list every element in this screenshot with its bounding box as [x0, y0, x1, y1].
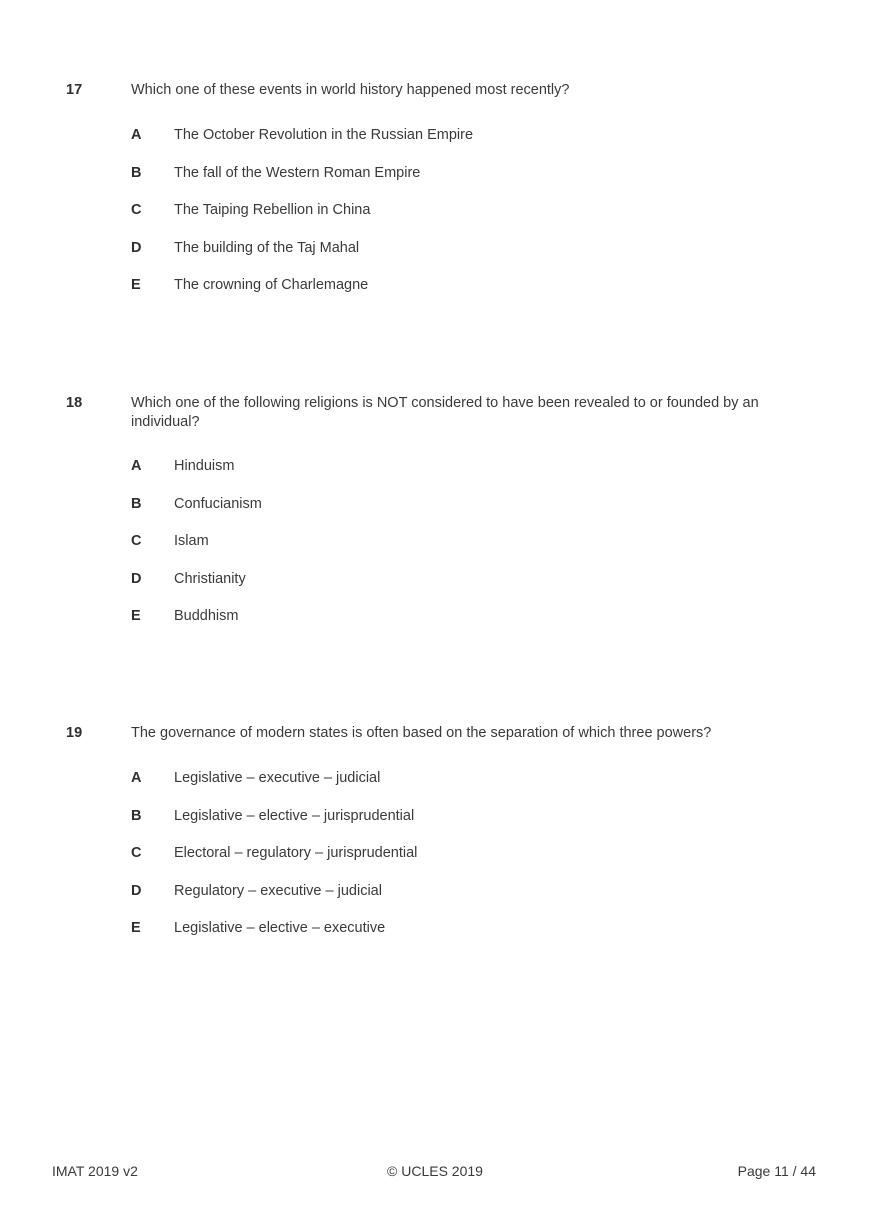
answer-option[interactable] — [0, 607, 870, 626]
footer-page-number: Page 11 / 44 — [737, 1163, 816, 1179]
answer-option[interactable] — [0, 239, 870, 258]
answer-option[interactable] — [0, 844, 870, 863]
answer-option[interactable] — [0, 532, 870, 551]
answer-option-text: Christianity — [174, 571, 246, 587]
answer-option-letter: A — [131, 127, 142, 143]
answer-option-text: The building of the Taj Mahal — [174, 240, 360, 256]
answer-option-letter: C — [131, 202, 142, 218]
answer-option[interactable] — [0, 882, 870, 901]
answer-option-text: Buddhism — [174, 608, 239, 624]
answer-option-text: Electoral – regulatory – jurisprudential — [174, 845, 418, 861]
answer-option-letter: A — [131, 458, 142, 474]
answer-option-text: Legislative – elective – executive — [174, 920, 386, 936]
answer-option[interactable] — [0, 201, 870, 220]
answer-option[interactable] — [0, 769, 870, 788]
answer-option-text: Confucianism — [174, 496, 262, 512]
answer-option-text: The crowning of Charlemagne — [174, 277, 369, 293]
page-footer — [0, 1161, 870, 1181]
answer-option[interactable] — [0, 457, 870, 476]
question-stem-row — [0, 81, 870, 101]
answer-option-letter: C — [131, 533, 142, 549]
answer-option[interactable] — [0, 919, 870, 938]
question-block — [0, 81, 870, 293]
answer-option-letter: B — [131, 808, 142, 824]
answer-option[interactable] — [0, 495, 870, 514]
question-text: Which one of the following religions is NOT considered to have been revealed to or founded by an individual? — [131, 395, 759, 430]
answer-option-letter: E — [131, 920, 141, 936]
answer-option[interactable] — [0, 164, 870, 183]
question-text: Which one of these events in world history happened most recently? — [131, 82, 570, 98]
question-block — [0, 724, 870, 936]
question-number: 18 — [66, 395, 83, 411]
answer-option-text: Legislative – elective – jurisprudential — [174, 808, 415, 824]
question-block — [0, 394, 870, 624]
answer-option-text: Hinduism — [174, 458, 235, 474]
answer-option-letter: A — [131, 770, 142, 786]
answer-option[interactable] — [0, 126, 870, 145]
answer-option-letter: D — [131, 240, 142, 256]
question-number: 19 — [66, 725, 83, 741]
answer-option-text: Regulatory – executive – judicial — [174, 883, 382, 899]
answer-option-letter: D — [131, 883, 142, 899]
answer-option-text: The October Revolution in the Russian Empire — [174, 127, 474, 143]
footer-document-code: IMAT 2019 v2 — [52, 1163, 138, 1179]
footer-copyright: © UCLES 2019 — [387, 1163, 483, 1179]
answer-option-letter: D — [131, 571, 142, 587]
question-text: The governance of modern states is often based on the separation of which three powers? — [131, 725, 712, 741]
answer-option[interactable] — [0, 276, 870, 295]
answer-option[interactable] — [0, 570, 870, 589]
question-stem-row — [0, 394, 870, 430]
question-number: 17 — [66, 82, 83, 98]
answer-option-letter: E — [131, 277, 141, 293]
answer-option[interactable] — [0, 807, 870, 826]
answer-option-letter: E — [131, 608, 141, 624]
answer-option-text: Legislative – executive – judicial — [174, 770, 381, 786]
answer-option-letter: C — [131, 845, 142, 861]
answer-option-text: Islam — [174, 533, 209, 549]
question-stem-row — [0, 724, 870, 744]
answer-option-letter: B — [131, 496, 142, 512]
answer-option-text: The Taiping Rebellion in China — [174, 202, 371, 218]
answer-option-letter: B — [131, 165, 142, 181]
answer-option-text: The fall of the Western Roman Empire — [174, 165, 421, 181]
